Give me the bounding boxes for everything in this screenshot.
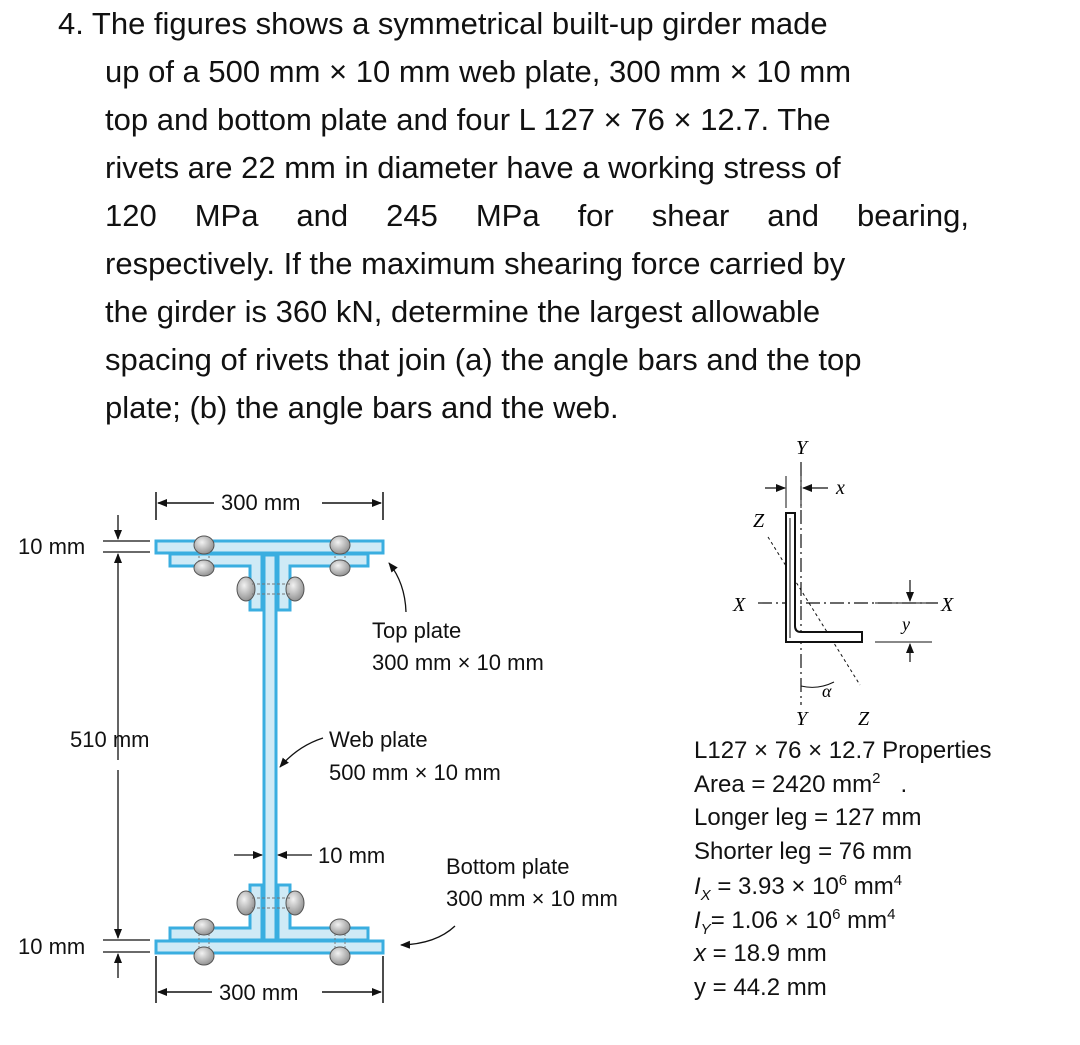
property-iy (694, 906, 895, 938)
problem-line-4: rivets are 22 mm in diameter have a working stress of (105, 150, 841, 185)
top-plate-leader (389, 563, 406, 612)
bottom-plate-label: Bottom plate (446, 854, 570, 879)
alpha-label: α (822, 681, 832, 701)
top-plate-label: Top plate (372, 618, 462, 643)
rivet-top-left (194, 536, 214, 554)
angle-shape (786, 513, 862, 642)
rivet-bottom-web-right (286, 891, 304, 915)
depth-label: 510 mm (70, 727, 150, 752)
iy-unit: mm (840, 907, 888, 934)
x-value: = 18.9 mm (706, 940, 827, 967)
x-symbol: x (694, 940, 706, 967)
bottom-thickness-dimension (103, 940, 150, 978)
axis-Y-top: Y (796, 437, 808, 459)
web-plate-label: Web plate (329, 727, 428, 752)
problem-line-7: the girder is 360 kN, determine the largest allowable (105, 294, 821, 329)
web-thickness-label: 10 mm (318, 843, 386, 868)
problem-line-5: 120 MPa and 245 MPa for shear and bearing, (105, 198, 969, 233)
iy-exponent: 6 (832, 906, 841, 923)
axis-X-left: X (733, 594, 746, 616)
rivet-top-right (330, 536, 350, 554)
iy-unit-exponent: 4 (887, 906, 896, 923)
axis-Y-bottom: Y (796, 708, 808, 730)
web-plate (264, 555, 276, 940)
iy-value: = 1.06 × 10 (710, 907, 833, 934)
bottom-plate-leader (401, 926, 455, 945)
area-sup: 2 (872, 770, 881, 787)
axis-Z-bottom: Z (858, 708, 870, 730)
properties-title: L127 × 76 × 12.7 Properties (694, 737, 992, 764)
property-longer-leg: Longer leg = 127 mm (694, 804, 922, 831)
axis-Z-top: Z (753, 510, 765, 532)
property-shorter-leg: Shorter leg = 76 mm (694, 838, 913, 865)
ix-unit: mm (847, 873, 894, 900)
bottom-width-label: 300 mm (219, 980, 299, 1005)
axis-x-label: x (836, 477, 845, 499)
iy-symbol: I (694, 907, 701, 934)
ix-exponent: 6 (838, 872, 848, 889)
iy-subscript: Y (700, 920, 711, 938)
top-thickness-label: 10 mm (18, 534, 86, 559)
ix-subscript: X (700, 886, 711, 904)
axis-y-label: y (902, 614, 910, 634)
top-width-label: 300 mm (221, 490, 301, 515)
area-text: Area = 2420 mm (694, 771, 873, 798)
problem-line-8: spacing of rivets that join (a) the angle bars and the top (105, 342, 862, 377)
rivet-bottom-right (330, 919, 350, 935)
rivet-bottom-left (194, 919, 214, 935)
angle-section-sketch (732, 437, 954, 730)
ix-symbol: I (694, 873, 701, 900)
bottom-plate-size: 300 mm × 10 mm (446, 886, 618, 911)
web-plate-size: 500 mm × 10 mm (329, 760, 501, 785)
rivet-top-web-right (286, 577, 304, 601)
rivet-top-web-left (237, 577, 255, 601)
property-y: y = 44.2 mm (694, 974, 827, 1001)
web-plate-leader (280, 738, 323, 767)
property-ix (694, 872, 902, 904)
problem-line-3: top and bottom plate and four L 127 × 76 × 12.7. The (105, 102, 831, 137)
ix-unit-exponent: 4 (893, 872, 903, 889)
problem-line-2: up of a 500 mm × 10 mm web plate, 300 mm × 10 mm (105, 54, 852, 89)
area-tail: . (900, 771, 908, 798)
problem-line-6: respectively. If the maximum shearing force carried by (105, 246, 846, 281)
problem-line-1: 4. The figures shows a symmetrical built-up girder made (58, 6, 828, 41)
problem-line-9: plate; (b) the angle bars and the web. (105, 390, 619, 425)
axis-X-right: X (941, 594, 954, 616)
property-area (694, 770, 907, 799)
rivet-bottom-web-left (237, 891, 255, 915)
bottom-thickness-label: 10 mm (18, 934, 86, 959)
top-plate-size: 300 mm × 10 mm (372, 650, 544, 675)
property-x (694, 940, 827, 968)
ix-value: = 3.93 × 10 (710, 873, 839, 900)
